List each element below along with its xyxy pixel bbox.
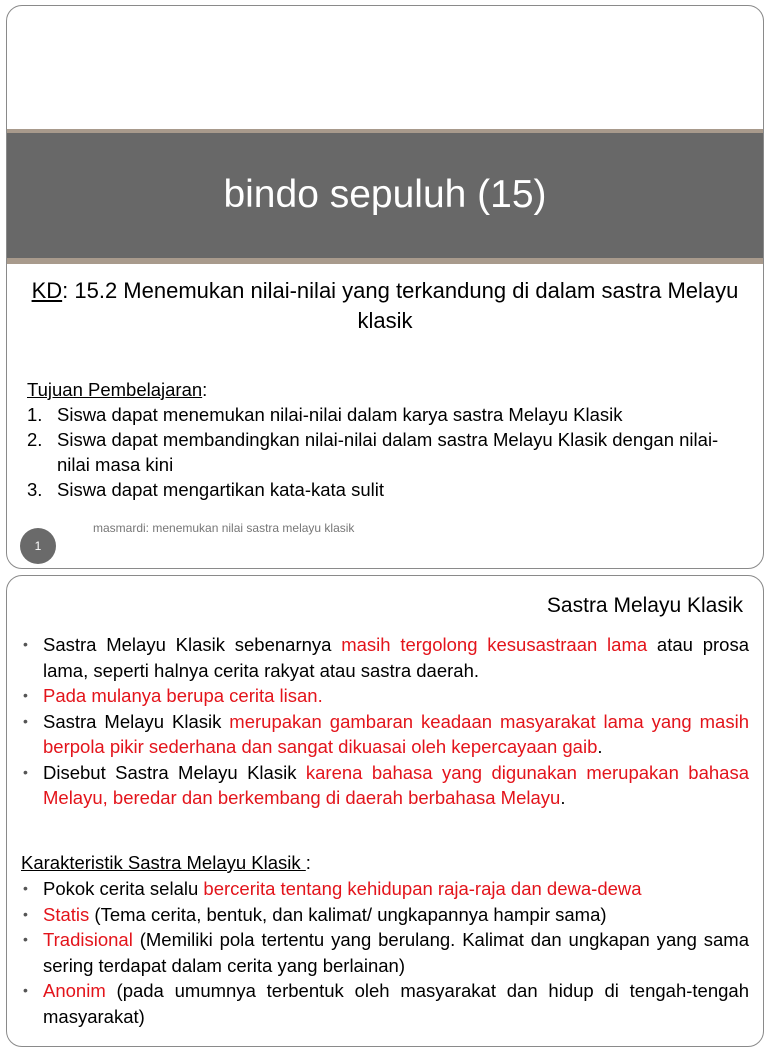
list-number: 3. [27, 479, 43, 500]
slide-title: bindo sepuluh (15) [223, 173, 547, 216]
slide-1 [6, 5, 764, 569]
text-run: Sastra Melayu Klasik sebenarnya [43, 634, 342, 655]
bullet-icon: • [23, 982, 28, 998]
text-run: atau prosa lama, seperti halnya cerita rakyat atau sastra daerah. [43, 634, 749, 681]
list-item [21, 978, 749, 1029]
highlight-text: merupakan gambaran keadaan masyarakat lama yang masih berpola pikir sederhana dan sangat dikuasai oleh kepercayaan gaib [43, 710, 749, 757]
highlight-text: bercerita tentang kehidupan raja-raja dan dewa-dewa [203, 878, 642, 899]
bullet-icon: • [23, 763, 28, 780]
list-text [43, 876, 749, 902]
slide-number-badge: 1 [20, 528, 56, 564]
tujuan-heading [27, 378, 207, 402]
list-number: 2. [27, 429, 43, 450]
text-run: Pokok cerita selalu [43, 878, 204, 899]
karakteristik-bullet-list [21, 876, 749, 1029]
highlight-text: Tradisional [43, 929, 133, 950]
bullet-icon: • [23, 712, 28, 729]
list-item [21, 709, 749, 760]
tujuan-list [27, 402, 743, 502]
karakteristik-heading [21, 850, 311, 875]
slide-title: Sastra Melayu Klasik [546, 594, 743, 617]
list-item [21, 683, 749, 709]
highlight-text: Anonim [43, 980, 106, 1001]
list-text: Siswa dapat membandingkan nilai-nilai dalam sastra Melayu Klasik dengan nilai-nilai masa kini [57, 429, 719, 475]
text-run: Sastra Melayu Klasik [43, 710, 230, 732]
kd-statement [27, 276, 743, 336]
slide-2 [6, 575, 764, 1047]
list-item [21, 927, 749, 978]
highlight-text: karena bahasa yang digunakan merupakan bahasa Melayu, beredar dan berkembang di daerah berbahasa Melayu [43, 761, 749, 808]
kd-label: KD [31, 278, 63, 303]
list-item [27, 427, 743, 477]
list-text: Siswa dapat mengartikan kata-kata sulit [57, 479, 385, 500]
text-run: Disebut Sastra Melayu Klasik [43, 761, 306, 783]
bullet-icon: • [23, 880, 28, 896]
karakteristik-heading-colon: : [305, 852, 311, 873]
list-text [43, 927, 749, 978]
bullet-icon: • [23, 687, 28, 703]
highlight-text: Pada mulanya berupa cerita lisan [43, 685, 318, 706]
bullet-icon: • [23, 905, 28, 922]
tujuan-heading-label: Tujuan Pembelajaran [27, 379, 203, 400]
karakteristik-heading-label: Karakteristik Sastra Melayu Klasik [21, 852, 306, 873]
kd-text: : 15.2 Menemukan nilai-nilai yang terkandung di dalam sastra Melayu klasik [62, 278, 739, 333]
text-run: . [317, 685, 323, 706]
highlight-text: masih tergolong kesusastraan lama [341, 634, 648, 655]
list-text [43, 683, 749, 709]
bullet-icon: • [23, 636, 28, 652]
tujuan-heading-colon: : [202, 379, 208, 400]
text-run: (Memiliki pola tertentu yang berulang. Kalimat dan ungkapan yang sama sering terdapat dalam cerita yang berlainan) [43, 929, 749, 976]
list-text [43, 760, 749, 811]
list-text: Siswa dapat menemukan nilai-nilai dalam karya sastra Melayu Klasik [57, 404, 623, 425]
list-item [21, 632, 749, 683]
text-run: (pada umumnya terbentuk oleh masyarakat dan hidup di tengah-tengah masyarakat) [43, 980, 749, 1027]
intro-bullet-list [21, 632, 749, 811]
list-item [21, 876, 749, 902]
list-item [27, 477, 743, 502]
text-run: (Tema cerita, bentuk, dan kalimat/ ungkapannya hampir sama) [89, 903, 607, 925]
list-text [43, 902, 749, 928]
list-item [21, 760, 749, 811]
slide-footer: masmardi: menemukan nilai sastra melayu klasik [93, 521, 355, 535]
text-run: . [560, 787, 566, 808]
list-number: 1. [27, 404, 43, 425]
text-run: . [597, 736, 603, 757]
list-item [27, 402, 743, 427]
bullet-icon: • [23, 931, 28, 947]
list-text [43, 709, 749, 760]
list-text [43, 978, 749, 1029]
title-band [7, 129, 763, 264]
list-text [43, 632, 749, 683]
highlight-text: Statis [43, 903, 90, 925]
list-item [21, 902, 749, 928]
